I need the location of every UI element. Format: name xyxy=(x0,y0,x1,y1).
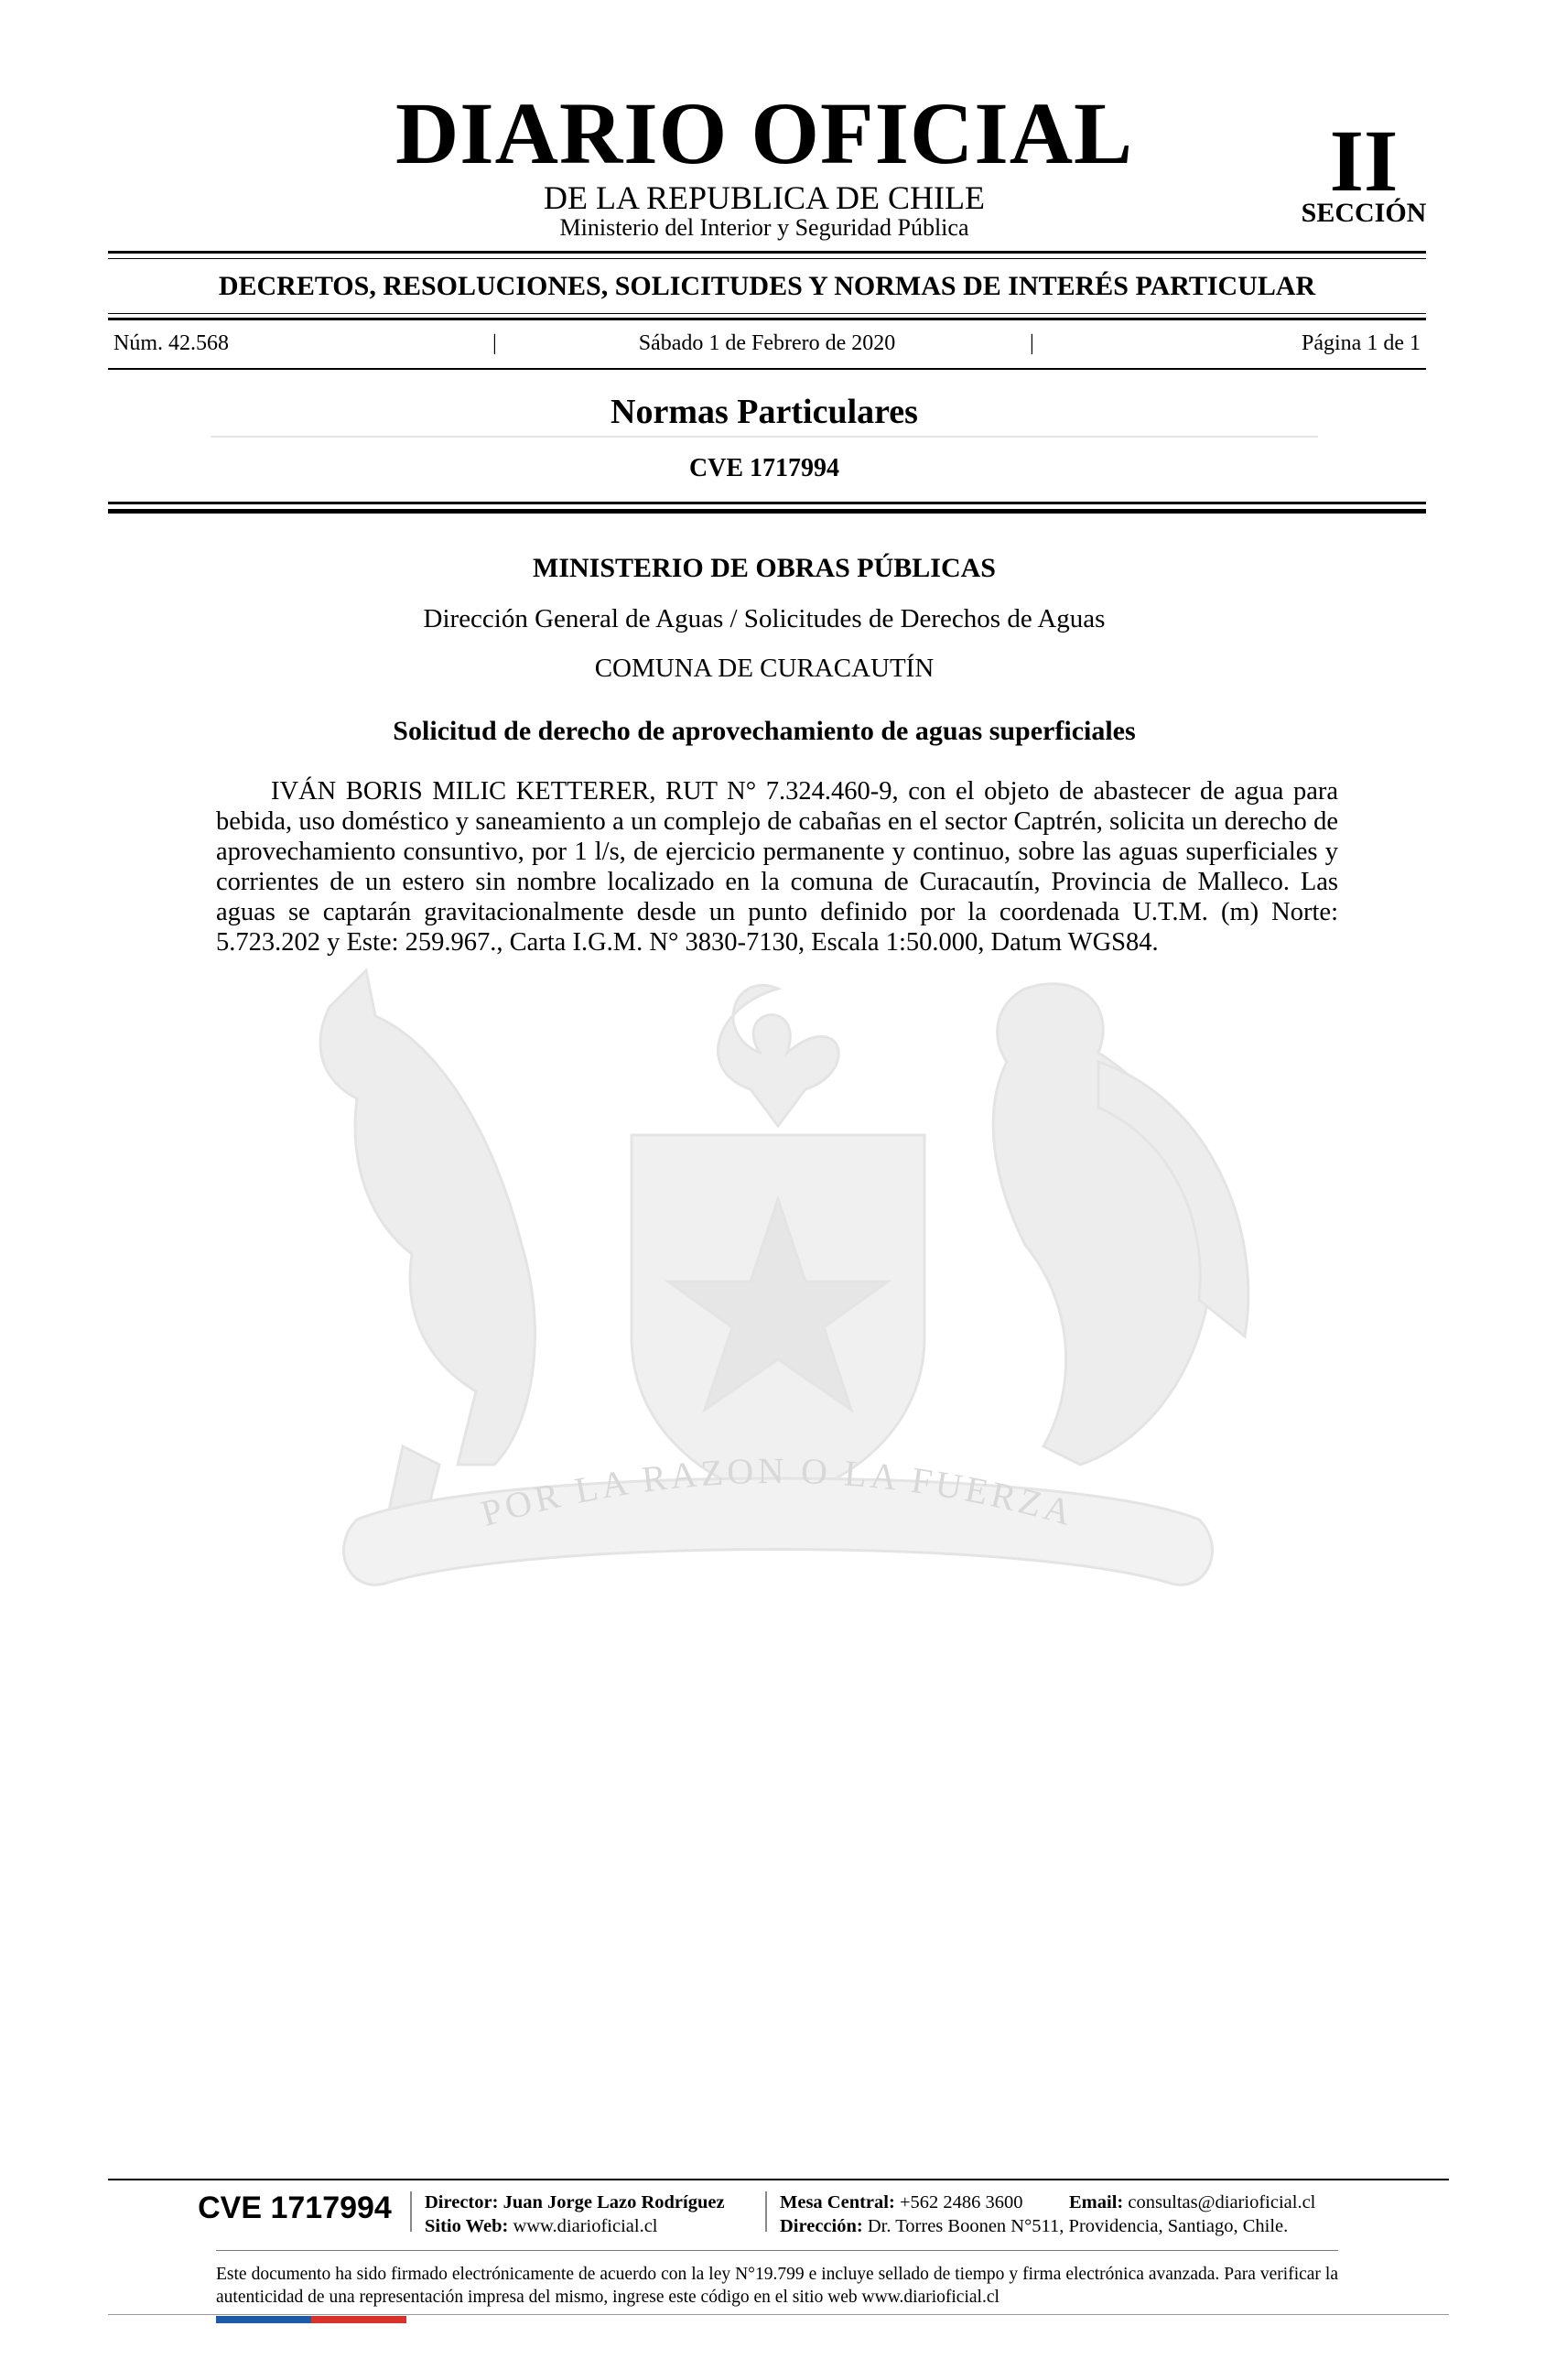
address-label: Dirección: xyxy=(780,2216,863,2236)
footer-email xyxy=(1069,2191,1315,2214)
footer-legal-notice: Este documento ha sido firmado electrónicamente de acuerdo con la ley N°19.799 e incluye sellado de tiempo y firma electrónica avanzada. Para verificar la autenticidad de una representación impresa del mismo, ingrese este código en el sitio web www.diarioficial.cl xyxy=(216,2265,1338,2307)
issue-rule xyxy=(108,368,1426,370)
footer-director xyxy=(425,2191,725,2214)
document-body: IVÁN BORIS MILIC KETTERER, RUT N° 7.324.460-9, con el objeto de abastecer de agua para bebida, uso doméstico y saneamiento a un complejo de cabañas en el sector Captrén, solicita un derecho de aprovechamiento consuntivo, por 1 l/s, de ejercicio permanente y continuo, sobre las aguas superficiales y corrientes de un estero sin nombre localizado en la comuna de Curacautín, Provincia de Malleco. Las aguas se captarán gravitacionalmente desde un punto definido por la coordenada U.T.M. (m) Norte: 5.723.202 y Este: 259.967., Carta I.G.M. N° 3830-7130, Escala 1:50.000, Datum WGS84. xyxy=(216,777,1338,957)
footer-address xyxy=(780,2215,1288,2238)
footer-website xyxy=(425,2215,658,2238)
document-direction: Dirección General de Aguas / Solicitudes de Derechos de Aguas xyxy=(423,604,1106,633)
flag-stripe-blue xyxy=(216,2316,311,2323)
newspaper-subtitle: DE LA REPUBLICA DE CHILE xyxy=(544,179,985,216)
website-link[interactable]: www.diarioficial.cl xyxy=(513,2216,658,2236)
newspaper-title: DIARIO OFICIAL xyxy=(394,84,1134,182)
website-label: Sitio Web: xyxy=(425,2216,509,2236)
issue-info-bar xyxy=(108,331,1426,359)
cve-rule xyxy=(108,502,1426,504)
flag-stripe-red xyxy=(311,2316,406,2323)
footer-divider xyxy=(765,2191,767,2232)
email-label: Email: xyxy=(1069,2192,1124,2212)
section-title: Normas Particulares xyxy=(611,393,918,431)
cve-code: CVE 1717994 xyxy=(688,454,840,482)
footer-rule-top xyxy=(108,2179,1449,2180)
page-indicator: Página 1 de 1 xyxy=(1302,331,1421,355)
issue-number: Núm. 42.568 xyxy=(113,331,229,355)
document-comuna: COMUNA DE CURACAUTÍN xyxy=(594,654,935,683)
phone-label: Mesa Central: xyxy=(780,2192,895,2212)
masthead-rule-thin xyxy=(108,258,1426,259)
masthead-rule-top xyxy=(108,251,1426,254)
footer-phone xyxy=(780,2191,1023,2214)
director-label: Director: xyxy=(425,2192,499,2212)
coat-of-arms-watermark xyxy=(220,952,1336,1666)
watermark-motto: POR LA RAZON O LA FUERZA xyxy=(476,1449,1080,1534)
section-banner: DECRETOS, RESOLUCIONES, SOLICITUDES Y NORMAS DE INTERÉS PARTICULAR xyxy=(218,271,1316,301)
document-ministry: MINISTERIO DE OBRAS PÚBLICAS xyxy=(533,553,996,583)
document-title: Solicitud de derecho de aprovechamiento de aguas superficiales xyxy=(393,716,1136,746)
issue-separator: | xyxy=(492,331,497,355)
issue-date: Sábado 1 de Febrero de 2020 xyxy=(638,331,896,355)
phone-value: +562 2486 3600 xyxy=(899,2192,1023,2212)
section-number: II xyxy=(1329,112,1399,210)
banner-rule xyxy=(108,318,1426,320)
email-link[interactable]: consultas@diarioficial.cl xyxy=(1128,2192,1316,2212)
cve-rule-thick xyxy=(108,509,1426,514)
issue-separator: | xyxy=(1030,331,1034,355)
section-label: SECCIÓN xyxy=(1301,198,1427,228)
footer-rule-mid xyxy=(216,2250,1338,2251)
footer-rule-bottom xyxy=(108,2314,1449,2315)
footer-cve-code: CVE 1717994 xyxy=(198,2191,392,2225)
footer-divider xyxy=(410,2191,412,2232)
section-title-rule xyxy=(211,436,1318,438)
director-name: Juan Jorge Lazo Rodríguez xyxy=(502,2192,725,2212)
banner-rule-thin xyxy=(108,313,1426,314)
newspaper-ministry: Ministerio del Interior y Seguridad Pública xyxy=(559,214,969,241)
address-value: Dr. Torres Boonen N°511, Providencia, Santiago, Chile. xyxy=(867,2216,1289,2236)
